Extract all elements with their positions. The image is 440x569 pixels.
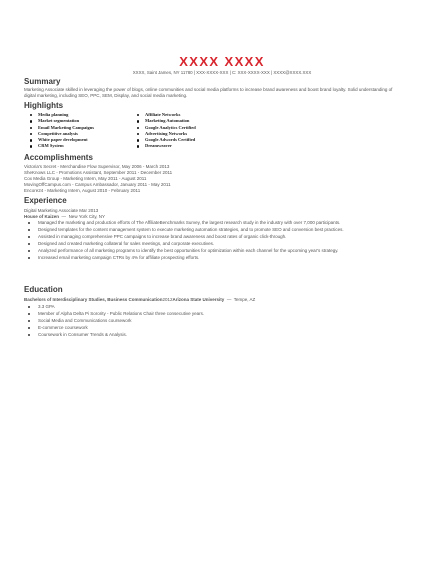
highlight-item: Affiliate Networks	[137, 112, 196, 118]
list-item: Social Media and Communications coursework	[24, 318, 394, 324]
highlights-column-2	[137, 112, 196, 150]
company-line	[24, 214, 105, 220]
highlights-heading: Highlights	[24, 101, 64, 110]
experience-bullets	[24, 220, 394, 262]
degree-line	[24, 297, 255, 303]
bullet-icon	[28, 320, 30, 322]
bullet-icon	[28, 334, 30, 336]
bullet-icon	[137, 120, 139, 122]
bullet-icon	[28, 229, 30, 231]
highlight-item: Google Adwords Certified	[137, 137, 196, 143]
bullet-icon	[28, 250, 30, 252]
accomplishment-line: Cox Media Group - Marketing Intern, May 2011 - August 2011	[24, 176, 147, 181]
accomplishment-line: SheKnows LLC - Promotions Assistant, September 2011 - December 2011	[24, 170, 173, 175]
bullet-icon	[137, 133, 139, 135]
bullet-icon	[28, 257, 30, 259]
bullet-icon	[137, 127, 139, 129]
accomplishment-line: MovingOffCampus.com - Campus Ambassador, January 2011 - May 2011	[24, 182, 171, 187]
degree-year: 2012	[162, 297, 173, 302]
education-heading: Education	[24, 285, 63, 294]
school-name: Arizona State University	[172, 297, 225, 302]
accomplishment-line: Victoria's Secret - Merchandise Flow Supervisor, May 2006 - March 2013	[24, 164, 170, 169]
bullet-icon	[30, 127, 32, 129]
bullet-icon	[28, 327, 30, 329]
dash-separator: —	[225, 297, 233, 302]
bullet-icon	[28, 243, 30, 245]
list-item: 3.3 GPA	[24, 304, 394, 310]
bullet-icon	[137, 145, 139, 147]
list-item: Assisted in managing comprehensive PPC campaigns to increase brand awareness and boost rates of organic click-through.	[24, 234, 394, 240]
highlight-item: Google Analytics Certified	[137, 125, 196, 131]
school-location: Tempe, AZ	[233, 297, 256, 302]
list-item: Member of Alpha Delta Pi Sorority - Public Relations Chair three consecutive years.	[24, 311, 394, 317]
bullet-icon	[30, 133, 32, 135]
job-title: Digital Marketing Associate	[24, 208, 79, 213]
highlight-item: Marketing Automation	[137, 118, 196, 124]
list-item: Coursework in Consumer Trends & Analysis.	[24, 332, 394, 338]
highlight-item: Media planning	[30, 112, 94, 118]
experience-heading: Experience	[24, 196, 67, 205]
accomplishment-line: Encore24 - Marketing Intern, August 2010 - February 2011	[24, 188, 141, 193]
list-item: Analyzed performance of all marketing programs to identify the best opportunities for optimization within each channel for the upcoming year's strategy.	[24, 248, 394, 254]
bullet-icon	[28, 306, 30, 308]
education-bullets	[24, 304, 394, 339]
contact-line: XXXX, Saint James, NY 11780 | XXX-XXXX-XXX | C: XXX-XXXX-XXX | XXXX@XXXX.XXX	[132, 70, 312, 75]
highlight-item: Advertising Networks	[137, 131, 196, 137]
list-item: E-commerce coursework	[24, 325, 394, 331]
bullet-icon	[30, 145, 32, 147]
job-title-line	[24, 208, 98, 214]
bullet-icon	[28, 313, 30, 315]
highlights-column-1	[30, 112, 94, 150]
list-item: Managed the marketing and production efforts of The AffiliateBenchmarks Survey, the largest research study in the industry with over 7,000 participants.	[24, 220, 394, 226]
list-item: Increased email marketing campaign CTRs by 4% for affiliate prospecting efforts.	[24, 255, 394, 261]
highlight-item: CRM System	[30, 143, 94, 149]
accomplishments-heading: Accomplishments	[24, 153, 93, 162]
highlight-item: Email Marketing Campaigns	[30, 125, 94, 131]
bullet-icon	[137, 114, 139, 116]
candidate-name: XXXX XXXX	[179, 54, 265, 69]
job-date: Mar 2013	[79, 208, 99, 213]
highlight-item: Dreamweaver	[137, 143, 196, 149]
list-item: Designed and created marketing collateral for sales meetings, and corporate executives.	[24, 241, 394, 247]
bullet-icon	[137, 139, 139, 141]
highlight-item: White paper development	[30, 137, 94, 143]
dash-separator: —	[60, 214, 68, 219]
highlight-item: Competitive analysis	[30, 131, 94, 137]
highlight-item: Market segmentation	[30, 118, 94, 124]
summary-text: Marketing Associate skilled in leveraging the power of blogs, online communities and social media platforms to increase brand awareness and boost brand loyalty. Solid understanding of digital marketing, including SEO, PPC, SEM, Display, and social media marketing.	[24, 87, 393, 98]
bullet-icon	[28, 236, 30, 238]
company-name: House of Kaizen	[24, 214, 60, 219]
job-location: New York City, NY	[68, 214, 105, 219]
bullet-icon	[30, 120, 32, 122]
bullet-icon	[30, 114, 32, 116]
degree: Bachelors of Interdisciplinary Studies, Business Communication	[24, 297, 163, 302]
bullet-icon	[30, 139, 32, 141]
bullet-icon	[28, 222, 30, 224]
list-item: Designed templates for the content management system to execute marketing automation strategies, and to promote SEO and conversion best practices.	[24, 227, 394, 233]
summary-heading: Summary	[24, 77, 61, 86]
